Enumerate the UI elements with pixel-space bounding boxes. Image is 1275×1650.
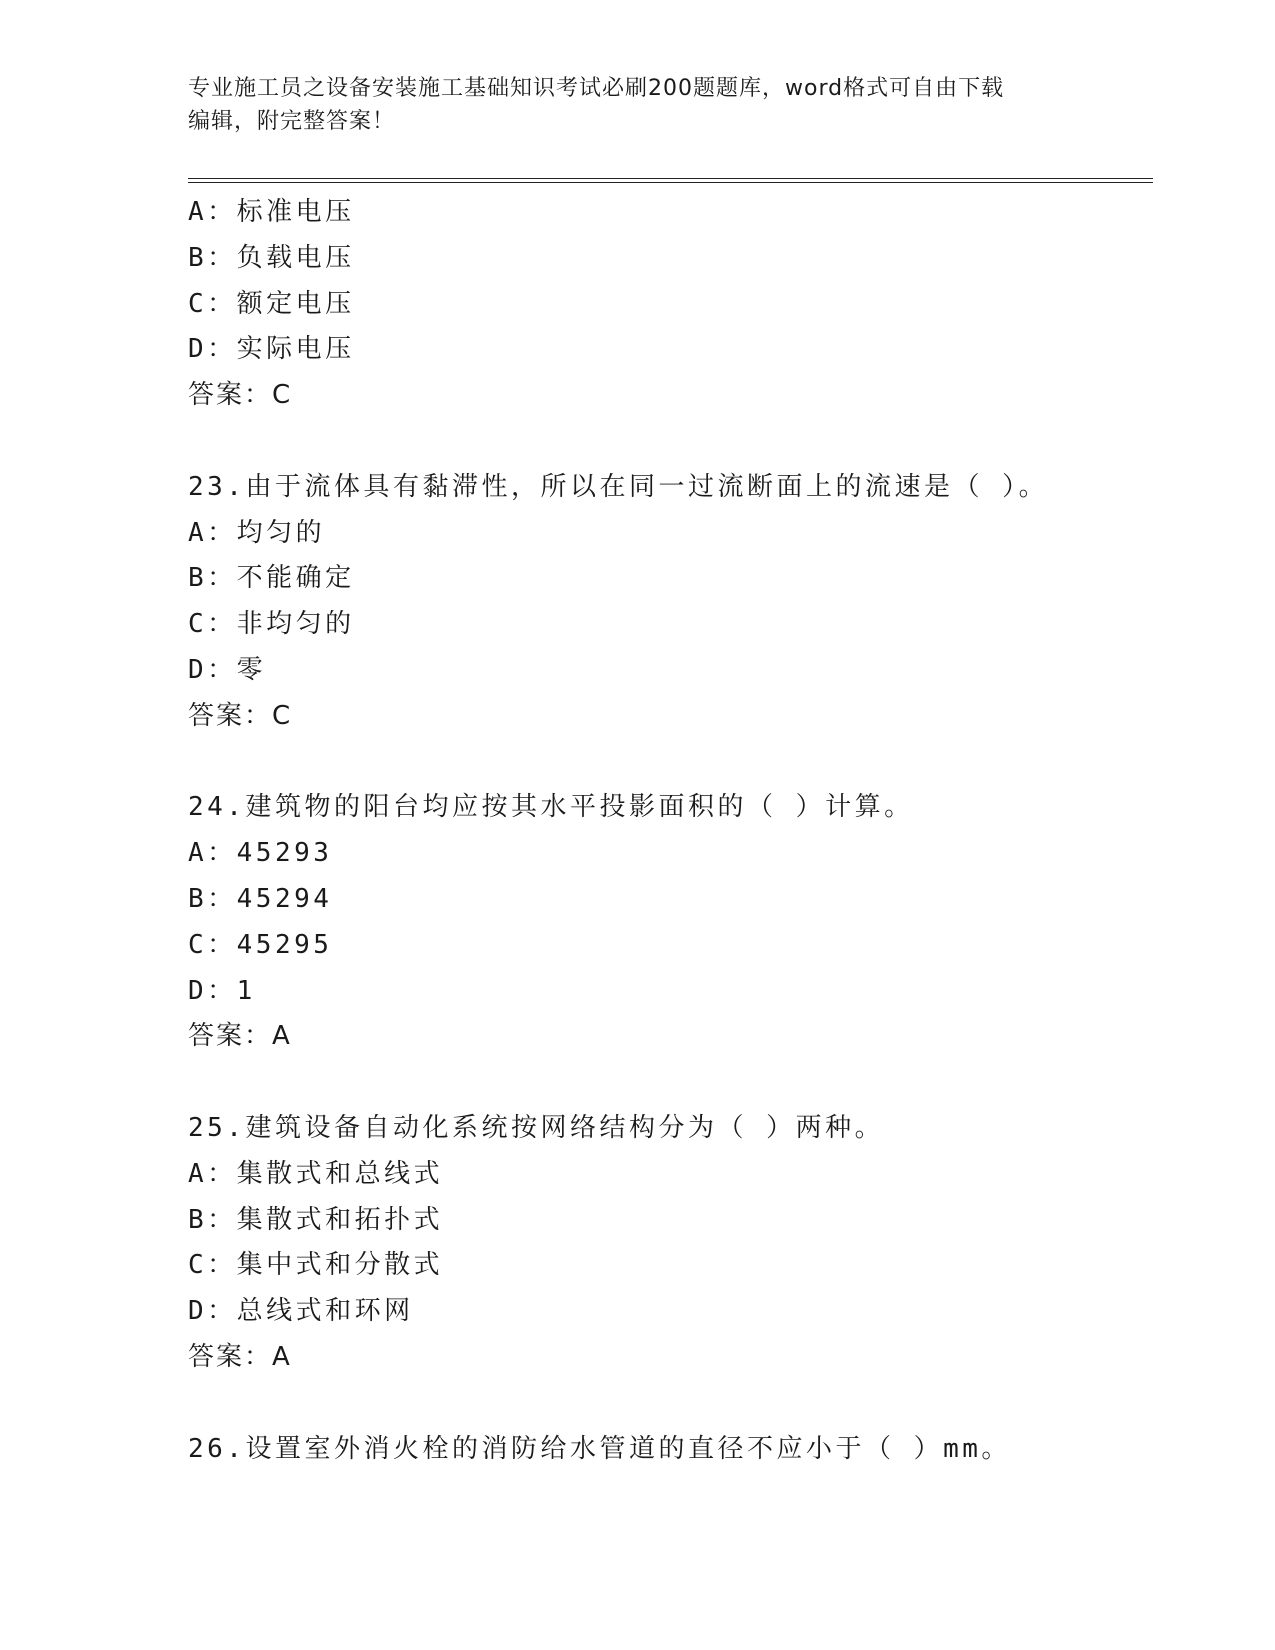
question-text: 24.建筑物的阳台均应按其水平投影面积的（ ）计算。 xyxy=(188,792,914,823)
option-a: A：标准电压 xyxy=(188,197,355,227)
option-a: A：45293 xyxy=(188,838,333,869)
option-d: D：1 xyxy=(188,975,256,1006)
option-d: D：总线式和环网 xyxy=(188,1296,414,1327)
option-a: A：集散式和总线式 xyxy=(188,1158,444,1189)
option-c: C：额定电压 xyxy=(188,288,355,319)
header-divider-top xyxy=(188,178,1153,179)
option-a: A：均匀的 xyxy=(188,517,326,548)
question-25 xyxy=(188,1106,1168,1381)
option-d: D：零 xyxy=(188,654,267,685)
option-b: B：不能确定 xyxy=(188,563,355,594)
option-d: D：实际电压 xyxy=(188,334,355,365)
spacer xyxy=(188,1381,1168,1427)
option-c: C：45295 xyxy=(188,929,333,960)
question-list xyxy=(188,190,1168,1472)
header-line-1: 专业施工员之设备安装施工基础知识考试必刷200题题库，word格式可自由下载 xyxy=(188,76,1005,101)
question-23 xyxy=(188,465,1168,740)
answer: 答案：C xyxy=(188,700,293,731)
header-line-2: 编辑，附完整答案！ xyxy=(188,109,396,134)
question-text: 26.设置室外消火栓的消防给水管道的直径不应小于（ ）mm。 xyxy=(188,1433,1011,1464)
answer: 答案：A xyxy=(188,1341,292,1372)
question-text: 25.建筑设备自动化系统按网络结构分为（ ）两种。 xyxy=(188,1112,885,1143)
document-header xyxy=(188,72,1088,138)
answer: 答案：A xyxy=(188,1021,292,1052)
header-divider-bottom xyxy=(188,182,1153,183)
answer: 答案：C xyxy=(188,380,293,411)
option-b: B：45294 xyxy=(188,883,333,914)
question-text: 23.由于流体具有黏滞性，所以在同一过流断面上的流速是（ ）。 xyxy=(188,471,1049,502)
question-22 xyxy=(188,190,1168,419)
option-c: C：集中式和分散式 xyxy=(188,1250,444,1281)
option-b: B：集散式和拓扑式 xyxy=(188,1204,444,1235)
option-b: B：负载电压 xyxy=(188,242,355,273)
question-24 xyxy=(188,785,1168,1060)
spacer xyxy=(188,1060,1168,1106)
option-c: C：非均匀的 xyxy=(188,609,355,640)
spacer xyxy=(188,740,1168,786)
question-26 xyxy=(188,1427,1168,1473)
spacer xyxy=(188,419,1168,465)
